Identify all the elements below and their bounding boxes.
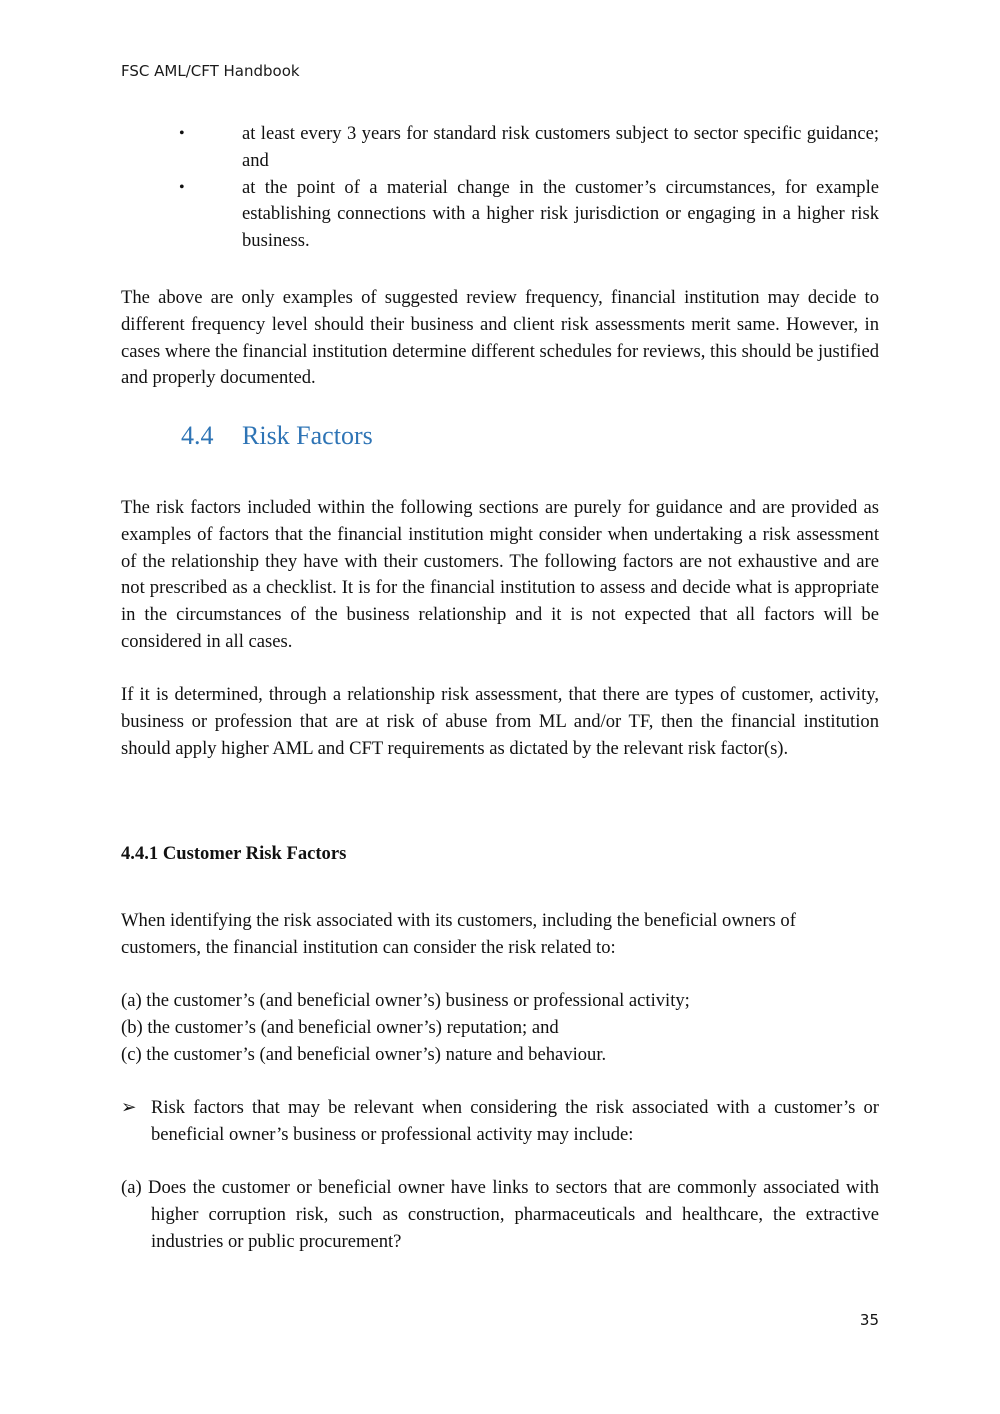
bullet-icon: • xyxy=(179,125,185,142)
paragraph-risk-factors-intro: The risk factors included within the following sections are purely for guidance and are provided as examples of factors that the financial institution might consider when undertaking a risk assessment of the relationship they have with their customers. The following factors are not exhaustive and are not prescribed as a checklist. It is for the financial institution to assess and decide what is appropriate in the circumstances of the business relationship and it is not expected that all factors will be considered in all cases. xyxy=(121,497,879,652)
list-item: (b) the customer’s (and beneficial owner’s) reputation; and xyxy=(121,1016,559,1038)
question-a: (a) Does the customer or beneficial owner have links to sectors that are commonly associated with higher corruption risk, such as construction, pharmaceuticals and healthcare, the extractive industries or public procurement? xyxy=(121,1177,879,1252)
bullet-icon: • xyxy=(179,178,185,196)
review-schedule-bullets xyxy=(121,121,879,255)
running-header: FSC AML/CFT Handbook xyxy=(121,62,300,80)
page-number: 35 xyxy=(859,1311,879,1329)
section-title: Risk Factors xyxy=(242,421,373,450)
list-item xyxy=(121,121,879,175)
list-item xyxy=(121,175,879,255)
list-item: (c) the customer’s (and beneficial owner’s) nature and behaviour. xyxy=(121,1043,607,1065)
list-item: (a) the customer’s (and beneficial owner’s) business or professional activity; xyxy=(121,990,690,1011)
section-heading xyxy=(181,421,373,451)
customer-risk-list xyxy=(121,988,879,1068)
arrow-point xyxy=(121,1095,879,1149)
paragraph-customer-risk-intro: When identifying the risk associated with its customers, including the beneficial owners of customers, the financial institution can consider the risk related to: xyxy=(121,910,796,958)
paragraph-higher-requirements: If it is determined, through a relationship risk assessment, that there are types of customer, activity, business or profession that are at risk of abuse from ML and/or TF, then the financial institution should apply higher AML and CFT requirements as dictated by the relevant risk factor(s). xyxy=(121,684,879,759)
subsection-heading: 4.4.1 Customer Risk Factors xyxy=(121,843,347,864)
arrow-bullet-icon: ➢ xyxy=(121,1097,137,1118)
bullet-text: at least every 3 years for standard risk customers subject to sector specific guidance; and xyxy=(242,123,879,171)
bullet-text: at the point of a material change in the customer’s circumstances, for example establishing connections with a higher risk jurisdiction or engaging in a higher risk business. xyxy=(242,176,879,252)
paragraph-review-frequency: The above are only examples of suggested review frequency, financial institution may decide to different frequency level should their business and client risk assessments merit same. However, in cases where the financial institution determine different schedules for reviews, this should be justified and properly documented. xyxy=(121,287,879,389)
section-number: 4.4 xyxy=(181,421,214,450)
arrow-point-text: Risk factors that may be relevant when considering the risk associated with a customer’s or beneficial owner’s business or professional activity may include: xyxy=(151,1097,879,1145)
